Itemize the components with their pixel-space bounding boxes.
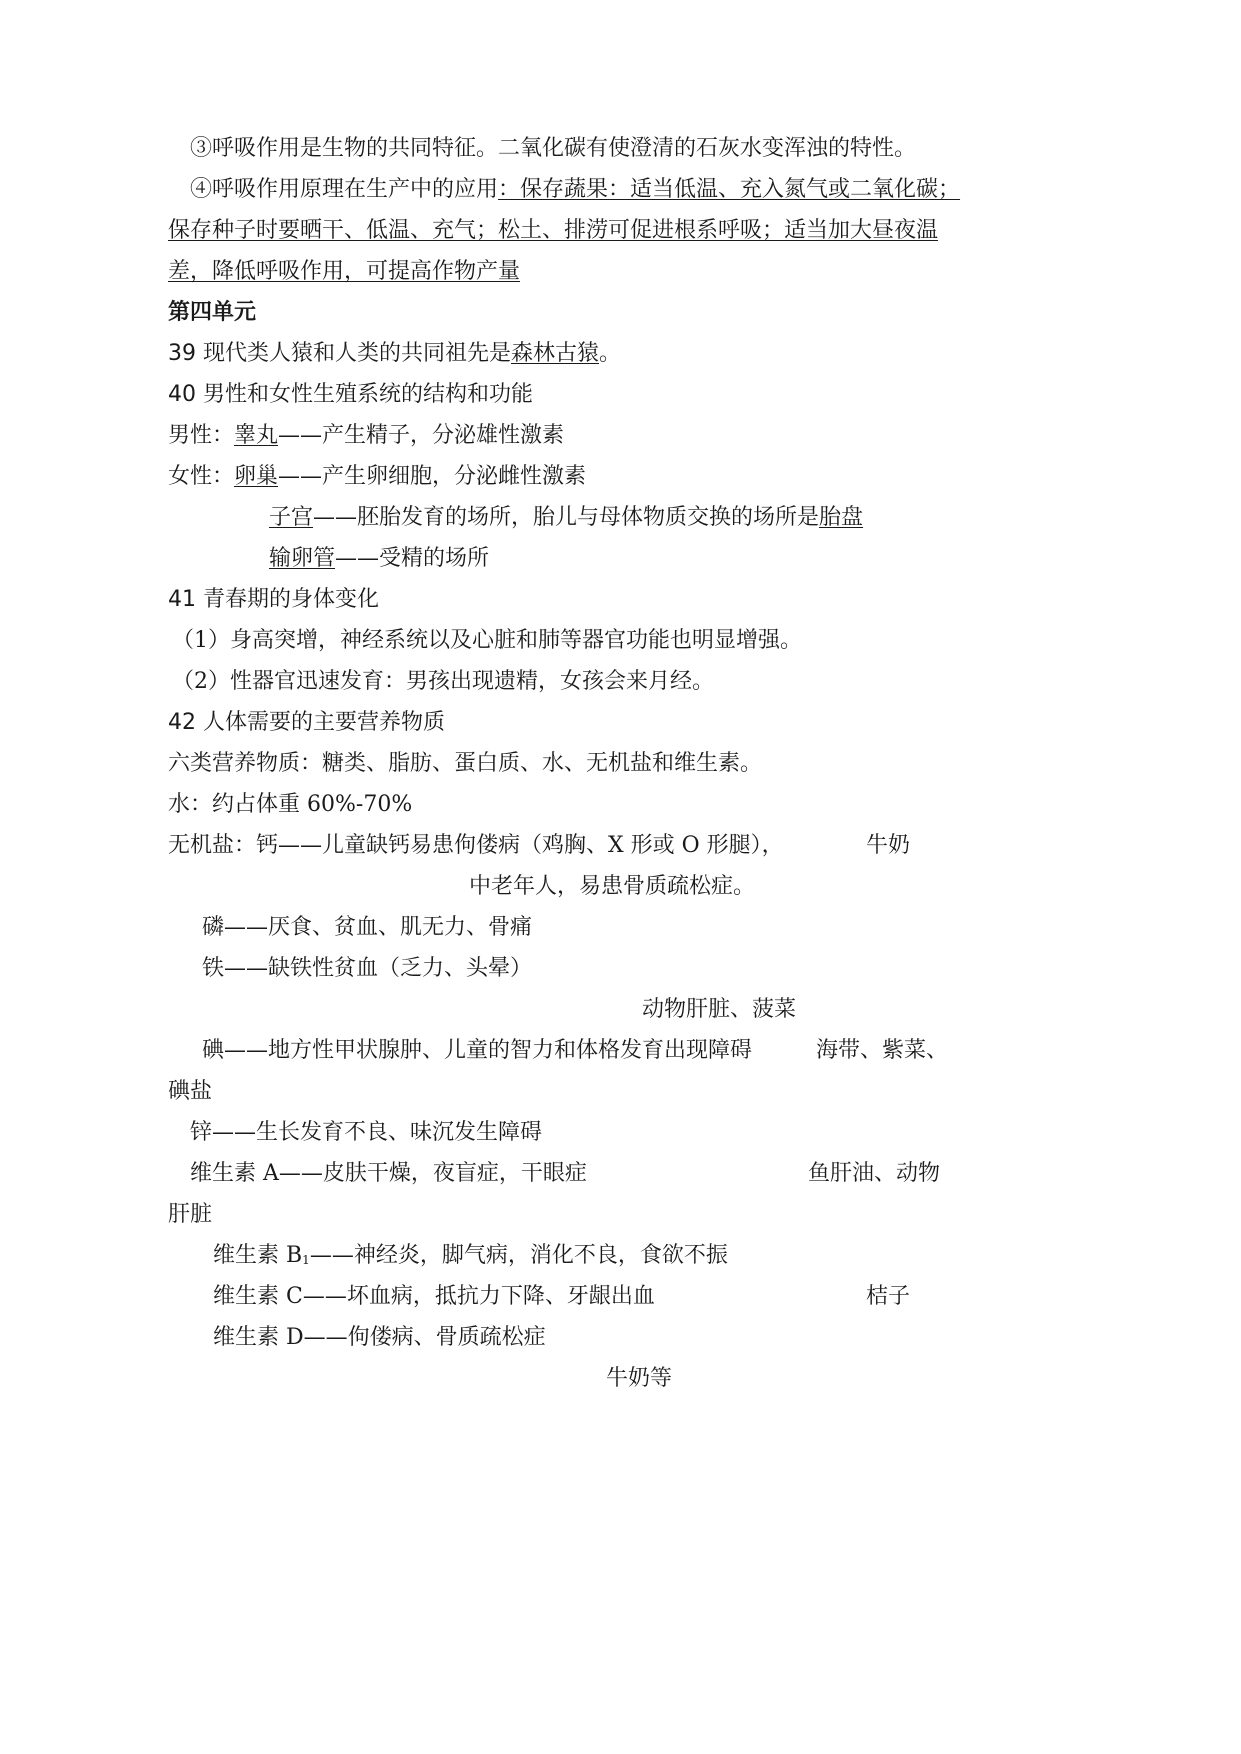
vitamin-b1-row (213, 1241, 728, 1275)
q41-item-1 (172, 626, 802, 656)
vitamin-b1-desc: ——神经炎，脚气病，消化不良，食欲不振 (309, 1243, 728, 1268)
uterus-term: 子宫 (269, 505, 314, 530)
calcium-row (168, 831, 784, 861)
vitamin-a-food (808, 1159, 940, 1189)
unit-heading-text: 第四单元 (168, 300, 257, 325)
iodine-food-cont-row (168, 1077, 212, 1107)
vitamin-b1-subscript: 1 (302, 1253, 310, 1267)
phosphorus-row (202, 913, 532, 943)
respiration-application-line3-row (168, 257, 520, 287)
iodine-food-text: 海带、紫菜、 (816, 1038, 949, 1063)
q39-row (168, 339, 621, 369)
iodine-food (816, 1036, 948, 1066)
water-row (168, 790, 412, 820)
calcium-food (866, 831, 910, 861)
vitamin-d-food-row (606, 1364, 672, 1394)
q41-title: 青春期的身体变化 (196, 587, 379, 612)
respiration-point-4 (190, 175, 960, 205)
female-desc: ——产生卵细胞，分泌雌性激素 (278, 464, 587, 489)
uterus-row (269, 503, 863, 533)
iodine-food-cont-text: 碘盐 (168, 1079, 213, 1104)
respiration-application-line2-row (168, 216, 938, 246)
male-organ: 睾丸 (234, 423, 279, 448)
q41-row (168, 585, 379, 615)
vitamin-a-food-cont-row (168, 1200, 212, 1230)
vitamin-d-food-text: 牛奶等 (606, 1366, 673, 1391)
vitamin-d-text: 维生素 D——佝偻病、骨质疏松症 (213, 1325, 546, 1350)
male-label: 男性： (168, 423, 235, 448)
calcium-elderly-text: 中老年人，易患骨质疏松症。 (469, 874, 756, 899)
vitamin-c-food-text: 桔子 (866, 1284, 911, 1309)
q40-row (168, 380, 533, 410)
calcium-text: 无机盐：钙——儿童缺钙易患佝偻病（鸡胸、X 形或 O 形腿）， (168, 833, 784, 858)
vitamin-c-food (866, 1282, 910, 1312)
female-row (168, 462, 586, 492)
q41-item-1-text: （1）身高突增，神经系统以及心脏和肺等器官功能也明显增强。 (172, 628, 802, 653)
calcium-food-text: 牛奶 (866, 833, 911, 858)
q40-number: 40 (168, 382, 196, 407)
six-nutrients-text: 六类营养物质：糖类、脂肪、蛋白质、水、无机盐和维生素。 (168, 751, 763, 776)
respiration-application-line2: 保存种子时要晒干、低温、充气；松土、排涝可促进根系呼吸；适当加大昼夜温 (168, 218, 939, 243)
water-text: 水：约占体重 60%-70% (168, 792, 413, 817)
uterus-desc: ——胚胎发育的场所，胎儿与母体物质交换的场所是 (313, 505, 820, 530)
q39-answer: 森林古猿 (511, 341, 600, 366)
calcium-elderly-row (469, 872, 755, 902)
placenta-term: 胎盘 (819, 505, 864, 530)
q42-row (168, 708, 445, 738)
respiration-application-line3: 差，降低呼吸作用，可提高作物产量 (168, 259, 521, 284)
unit-heading (168, 298, 256, 328)
respiration-point-4-colon: ： (498, 177, 521, 202)
oviduct-row (269, 544, 489, 574)
q40-title: 男性和女性生殖系统的结构和功能 (196, 382, 533, 407)
zinc-text: 锌——生长发育不良、味沉发生障碍 (190, 1120, 543, 1145)
vitamin-c-text: 维生素 C——坏血病，抵抗力下降、牙龈出血 (213, 1284, 655, 1309)
q41-number: 41 (168, 587, 196, 612)
q42-title: 人体需要的主要营养物质 (196, 710, 445, 735)
iron-text: 铁——缺铁性贫血（乏力、头晕） (202, 956, 533, 981)
iodine-text: 碘——地方性甲状腺肿、儿童的智力和体格发育出现障碍 (202, 1038, 753, 1063)
vitamin-c-row (213, 1282, 655, 1312)
iodine-row (202, 1036, 752, 1066)
female-label: 女性： (168, 464, 235, 489)
vitamin-b1-prefix: 维生素 B (213, 1243, 303, 1268)
vitamin-a-food-cont-text: 肝脏 (168, 1202, 213, 1227)
vitamin-a-row (190, 1159, 587, 1189)
q42-number: 42 (168, 710, 196, 735)
q41-item-2 (172, 667, 714, 697)
q39-text: 现代类人猿和人类的共同祖先是 (196, 341, 511, 366)
iron-row (202, 954, 532, 984)
vitamin-a-text: 维生素 A——皮肤干燥，夜盲症，干眼症 (190, 1161, 587, 1186)
vitamin-a-food-text: 鱼肝油、动物 (808, 1161, 941, 1186)
respiration-point-4-prefix: ④呼吸作用原理在生产中的应用 (190, 177, 499, 202)
male-desc: ——产生精子，分泌雄性激素 (278, 423, 565, 448)
oviduct-desc: ——受精的场所 (335, 546, 490, 571)
q39-number: 39 (168, 341, 196, 366)
phosphorus-text: 磷——厌食、贫血、肌无力、骨痛 (202, 915, 533, 940)
iron-food-text: 动物肝脏、菠菜 (642, 997, 797, 1022)
vitamin-d-row (213, 1323, 546, 1353)
six-nutrients-row (168, 749, 762, 779)
female-organ: 卵巢 (234, 464, 279, 489)
zinc-row (190, 1118, 542, 1148)
respiration-point-3-text: ③呼吸作用是生物的共同特征。二氧化碳有使澄清的石灰水变浑浊的特性。 (190, 136, 917, 161)
oviduct-term: 输卵管 (269, 546, 336, 571)
respiration-application-line1: 保存蔬果：适当低温、充入氮气或二氧化碳； (520, 177, 961, 202)
iron-food-row (642, 995, 796, 1025)
q39-end: 。 (599, 341, 622, 366)
q41-item-2-text: （2）性器官迅速发育：男孩出现遗精，女孩会来月经。 (172, 669, 714, 694)
male-row (168, 421, 564, 451)
respiration-point-3 (190, 134, 916, 164)
